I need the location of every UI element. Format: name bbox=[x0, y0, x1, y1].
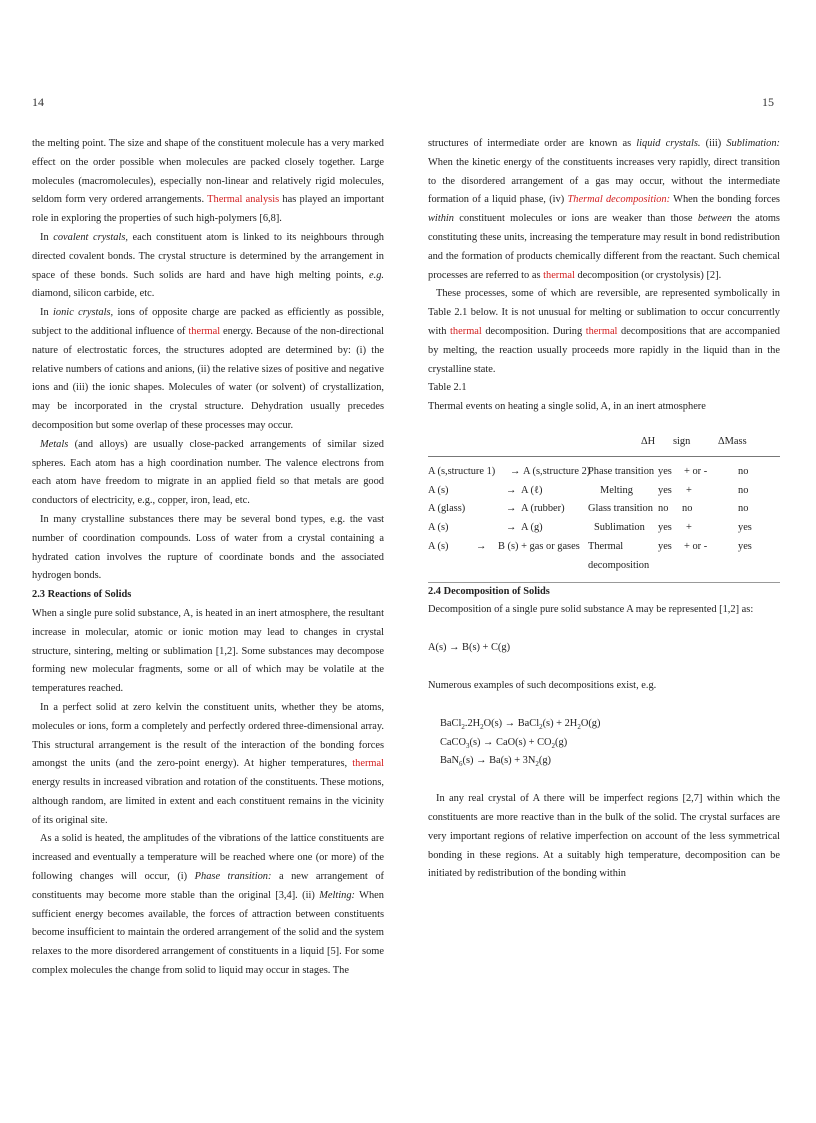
eq-part: (g) bbox=[555, 736, 568, 748]
table-label: Table 2.1 bbox=[428, 382, 467, 394]
italic-term: between bbox=[697, 213, 732, 225]
equation-bacl2 bbox=[440, 715, 780, 734]
paragraph-covalent-crystals bbox=[32, 229, 384, 304]
table-row bbox=[428, 482, 780, 501]
header-delta-mass: ΔMass bbox=[718, 435, 747, 447]
cell-event: Thermal bbox=[588, 540, 624, 552]
eq-part: (s) + 2H bbox=[542, 717, 578, 729]
italic-term: Phase transition: bbox=[194, 871, 272, 883]
text: When sufficient energy becomes available, the forces of attraction between constituents become insufficient to maintain the ordered arrangement of the solid and the system relaxes to the more disordered arrangement of constituents in a liquid [5]. For some complex molecules the change from solid to liquid may occur in stages. The bbox=[32, 889, 384, 977]
cell-dh: yes bbox=[658, 465, 672, 477]
text: has played an important role in exploring the properties of such high-polymers [6,8]. bbox=[32, 194, 384, 225]
text: (and alloys) are usually close-packed arrangements of similar sized spheres. Each atom has a high coordination number. The valence electrons from each atom have freedom to migrate in an applied field so that metals are good conductors of electricity, e.g., copper, iron, lead, etc. bbox=[32, 438, 384, 507]
text: decomposition. During bbox=[481, 325, 586, 337]
equation-ban6 bbox=[440, 752, 780, 771]
spacer bbox=[428, 658, 780, 677]
text: When the bonding forces bbox=[670, 194, 780, 206]
equation-general: A(s) → B(s) + C(g) bbox=[428, 642, 511, 654]
italic-term: e.g. bbox=[368, 269, 384, 281]
cell-reactant: A (s,structure 1) bbox=[428, 465, 496, 477]
text: These processes, some of which are reversible, are represented symbolically in Table 2.1 below. It is not unusual for melting or sublimation to occur concurrently with bbox=[428, 288, 780, 337]
table-row bbox=[428, 519, 780, 538]
table-row bbox=[428, 538, 780, 557]
text: In bbox=[40, 307, 54, 319]
text: the atoms constituting these units, increasing the temperature may result in bond redistribution and the formation of products chemically different from the reactant. Such chemical processes are referred to as bbox=[428, 213, 780, 281]
cell-dmass: no bbox=[738, 484, 749, 496]
cell-sign: + or - bbox=[684, 465, 708, 477]
italic-term: liquid crystals. bbox=[636, 138, 701, 149]
page-number-left: 14 bbox=[32, 95, 44, 109]
eq-part: .2H bbox=[464, 717, 481, 729]
paragraph-liquid-crystals bbox=[428, 135, 780, 285]
text: diamond, silicon carbide, etc. bbox=[32, 288, 155, 300]
eq-part: O(g) bbox=[580, 717, 601, 729]
cell-arrow: → bbox=[510, 465, 521, 477]
text: the melting point. The size and shape of the constituent molecule has a very marked effect on the order possible when molecules are packed closely together. Large molecules (macromolecules), especially non-linear and relatively rigid molecules, seldom form very ordered arrangements. bbox=[32, 138, 384, 206]
header-sign: sign bbox=[673, 435, 691, 447]
paragraph-real-crystal: In any real crystal of A there will be imperfect regions [2,7] within which the constituents are more reactive than in the bulk of the solid. The crystal surfaces are very important regions of relative imperfection on account of the less symmetrical bonding in these regions. At a suitably high temperature, decomposition can be initiated by redistribution of the bonding within bbox=[428, 793, 780, 880]
italic-term: within bbox=[428, 213, 454, 225]
text: structures of intermediate order are known as bbox=[428, 138, 637, 149]
italic-term: Metals bbox=[40, 438, 69, 450]
eq-sub: 2 bbox=[577, 722, 581, 731]
eq-sub: 2 bbox=[551, 741, 556, 750]
spacer bbox=[428, 620, 780, 639]
cell-event: Sublimation bbox=[594, 522, 645, 534]
thermal-analysis-highlight: Thermal analysis bbox=[207, 194, 280, 206]
eq-part: (s) → CaO(s) + CO bbox=[469, 736, 552, 748]
cell-event: decomposition bbox=[588, 559, 650, 571]
text: decompositions that are accompanied by melting, the reaction usually proceeds more rapidly in the liquid than in the crystalline state. bbox=[428, 325, 780, 375]
thermal-events-table bbox=[428, 433, 780, 583]
eq-part: O(s) → BaCl bbox=[483, 717, 540, 729]
cell-reactant: A (s) bbox=[428, 484, 449, 496]
eq-sub: 2 bbox=[539, 722, 543, 731]
cell-sign: no bbox=[682, 503, 693, 515]
text: As a solid is heated, the amplitudes of the vibrations of the lattice constituents are increased and eventually a temperature will be reached where one (or more) of the following changes will occur, (i) bbox=[32, 833, 384, 883]
paragraph-examples: Numerous examples of such decompositions exist, e.g. bbox=[428, 679, 657, 691]
cell-product: B (s) + gas or gases bbox=[498, 540, 580, 552]
cell-dmass: no bbox=[738, 503, 749, 515]
cell-event: Glass transition bbox=[588, 503, 653, 515]
cell-product: A (g) bbox=[521, 522, 543, 534]
paragraph-ionic-crystals bbox=[32, 304, 384, 436]
cell-arrow: → bbox=[506, 503, 517, 515]
cell-arrow: → bbox=[476, 540, 487, 552]
cell-event: Phase transition bbox=[588, 465, 655, 477]
equation-caco3 bbox=[440, 734, 780, 753]
cell-sign: + bbox=[686, 522, 692, 534]
section-heading-2-4: 2.4 Decomposition of Solids bbox=[428, 585, 550, 597]
italic-term: Sublimation: bbox=[726, 138, 781, 149]
thermal-highlight: thermal bbox=[450, 325, 482, 337]
cell-product: A (rubber) bbox=[521, 503, 565, 515]
eq-part: BaCl bbox=[440, 717, 462, 729]
section-heading-2-3: 2.3 Reactions of Solids bbox=[32, 589, 132, 601]
paragraph-solid-heated bbox=[32, 830, 384, 980]
cell-dmass: yes bbox=[738, 540, 752, 552]
paragraph-bond-types: In many crystalline substances there may be several bond types, e.g. the vast number of coordination compounds. Loss of water from a crystal containing a hydrated cation involves the rupture of coordinate bonds and the associated hydrogen bonds. bbox=[32, 513, 384, 582]
eq-sub: 2 bbox=[480, 722, 484, 731]
thermal-highlight: thermal bbox=[188, 325, 221, 337]
cell-arrow: → bbox=[506, 522, 517, 534]
cell-event: Melting bbox=[600, 484, 633, 496]
eq-part: BaN bbox=[440, 755, 460, 767]
cell-arrow: → bbox=[506, 484, 517, 496]
table-header-row bbox=[428, 433, 780, 452]
cell-dh: yes bbox=[658, 540, 672, 552]
paragraph-processes bbox=[428, 285, 780, 379]
cell-reactant: A (glass) bbox=[428, 503, 466, 515]
eq-sub: 3 bbox=[465, 741, 470, 750]
table-row bbox=[428, 500, 780, 519]
cell-dmass: yes bbox=[738, 522, 752, 534]
paragraph-heating-solid: When a single pure solid substance, A, is heated in an inert atmosphere, the resultant increase in molecular, atomic or ionic motion may lead to changes in crystal structure, sintering, melting or sublimation [1,2]. Some substances may decompose forming new molecular fragments, some or all of which may be volatile at the temperatures reached. bbox=[32, 607, 384, 695]
text: In a perfect solid at zero kelvin the constituent units, whether they be atoms, molecules or ions, form a completely and perfectly ordered three-dimensional array. This structural arrangement is the result of the interaction of the bonding forces amongst the units (and the zero-point energy). At higher temperatures, bbox=[32, 701, 384, 770]
cell-dh: yes bbox=[658, 522, 672, 534]
table-caption: Thermal events on heating a single solid, A, in an inert atmosphere bbox=[428, 401, 706, 413]
text: a new arrangement of constituents may become more stable than the original [3,4]. (ii) bbox=[32, 871, 384, 901]
right-column bbox=[428, 135, 780, 884]
cell-sign: + bbox=[686, 484, 692, 496]
text: ions of opposite charge are packed as efficiently as possible, subject to the additional influence of bbox=[32, 307, 384, 337]
thermal-highlight: thermal bbox=[585, 325, 618, 337]
eq-part: CaCO bbox=[440, 736, 466, 748]
eq-sub: 2 bbox=[535, 760, 539, 769]
cell-product: A (ℓ) bbox=[521, 484, 543, 496]
cell-reactant: A (s) bbox=[428, 522, 449, 534]
cell-dh: yes bbox=[658, 484, 672, 496]
eq-part: (s) → Ba(s) + 3N bbox=[462, 755, 536, 767]
italic-term: covalent crystals, bbox=[53, 231, 128, 243]
italic-term: ionic crystals, bbox=[53, 307, 114, 319]
spacer bbox=[428, 696, 780, 715]
table-row bbox=[428, 463, 780, 482]
eq-sub: 2 bbox=[461, 722, 465, 731]
thermal-highlight: thermal bbox=[543, 269, 575, 281]
text: decomposition (or crystolysis) [2]. bbox=[574, 269, 722, 281]
cell-product: A (s,structure 2) bbox=[523, 465, 591, 477]
table-row-continuation bbox=[428, 557, 780, 576]
text: In bbox=[40, 231, 54, 243]
eq-sub: 6 bbox=[459, 760, 463, 769]
thermal-decomposition-highlight: Thermal decomposition: bbox=[567, 194, 671, 206]
paragraph-decomposition-intro: Decomposition of a single pure solid substance A may be represented [1,2] as: bbox=[428, 604, 754, 616]
cell-sign: + or - bbox=[684, 540, 708, 552]
text: When the kinetic energy of the constituents increases very rapidly, direct transition to the disordered arrangement of a gas may occur, without the intermediate formation of a liquid phase, (iv) bbox=[428, 156, 780, 206]
left-column bbox=[32, 135, 384, 981]
cell-reactant: A (s) bbox=[428, 540, 449, 552]
text: (iii) bbox=[700, 138, 727, 149]
text: constituent molecules or ions are weaker than those bbox=[453, 213, 698, 225]
paragraph-metals bbox=[32, 436, 384, 511]
eq-part: (g) bbox=[538, 755, 551, 767]
text: each constituent atom is linked to its neighbours through directed covalent bonds. The crystal structure is determined by the arrangement in space of these bonds. Such solids are hard and have high melting points, bbox=[32, 231, 384, 281]
text: energy. Because of the non-directional nature of electrostatic forces, the structures adopted are determined by: (i) the relative numbers of cations and anions, (ii) the relative sizes of positive and negative ions and (iii) the ionic shapes. Molecules of water (or solvent) of crystallization, may be incorporated in the crystal structure. Dehydration usually precedes decomposition but some overlap of these processes may occur. bbox=[32, 325, 385, 431]
spacer bbox=[428, 771, 780, 790]
text: energy results in increased vibration and rotation of the constituents. These motions, although random, are limited in extent and each constituent remains in the vicinity of its original site. bbox=[32, 777, 384, 826]
thermal-highlight: thermal bbox=[352, 758, 384, 770]
cell-dh: no bbox=[658, 503, 669, 515]
equation-examples bbox=[428, 715, 780, 771]
paragraph-macromolecules bbox=[32, 135, 384, 229]
cell-dmass: no bbox=[738, 465, 749, 477]
page-number-right: 15 bbox=[762, 95, 774, 109]
italic-term: Melting: bbox=[319, 889, 355, 901]
paragraph-perfect-solid bbox=[32, 699, 384, 831]
table-top-rule bbox=[428, 456, 780, 457]
header-delta-h: ΔH bbox=[641, 435, 656, 447]
